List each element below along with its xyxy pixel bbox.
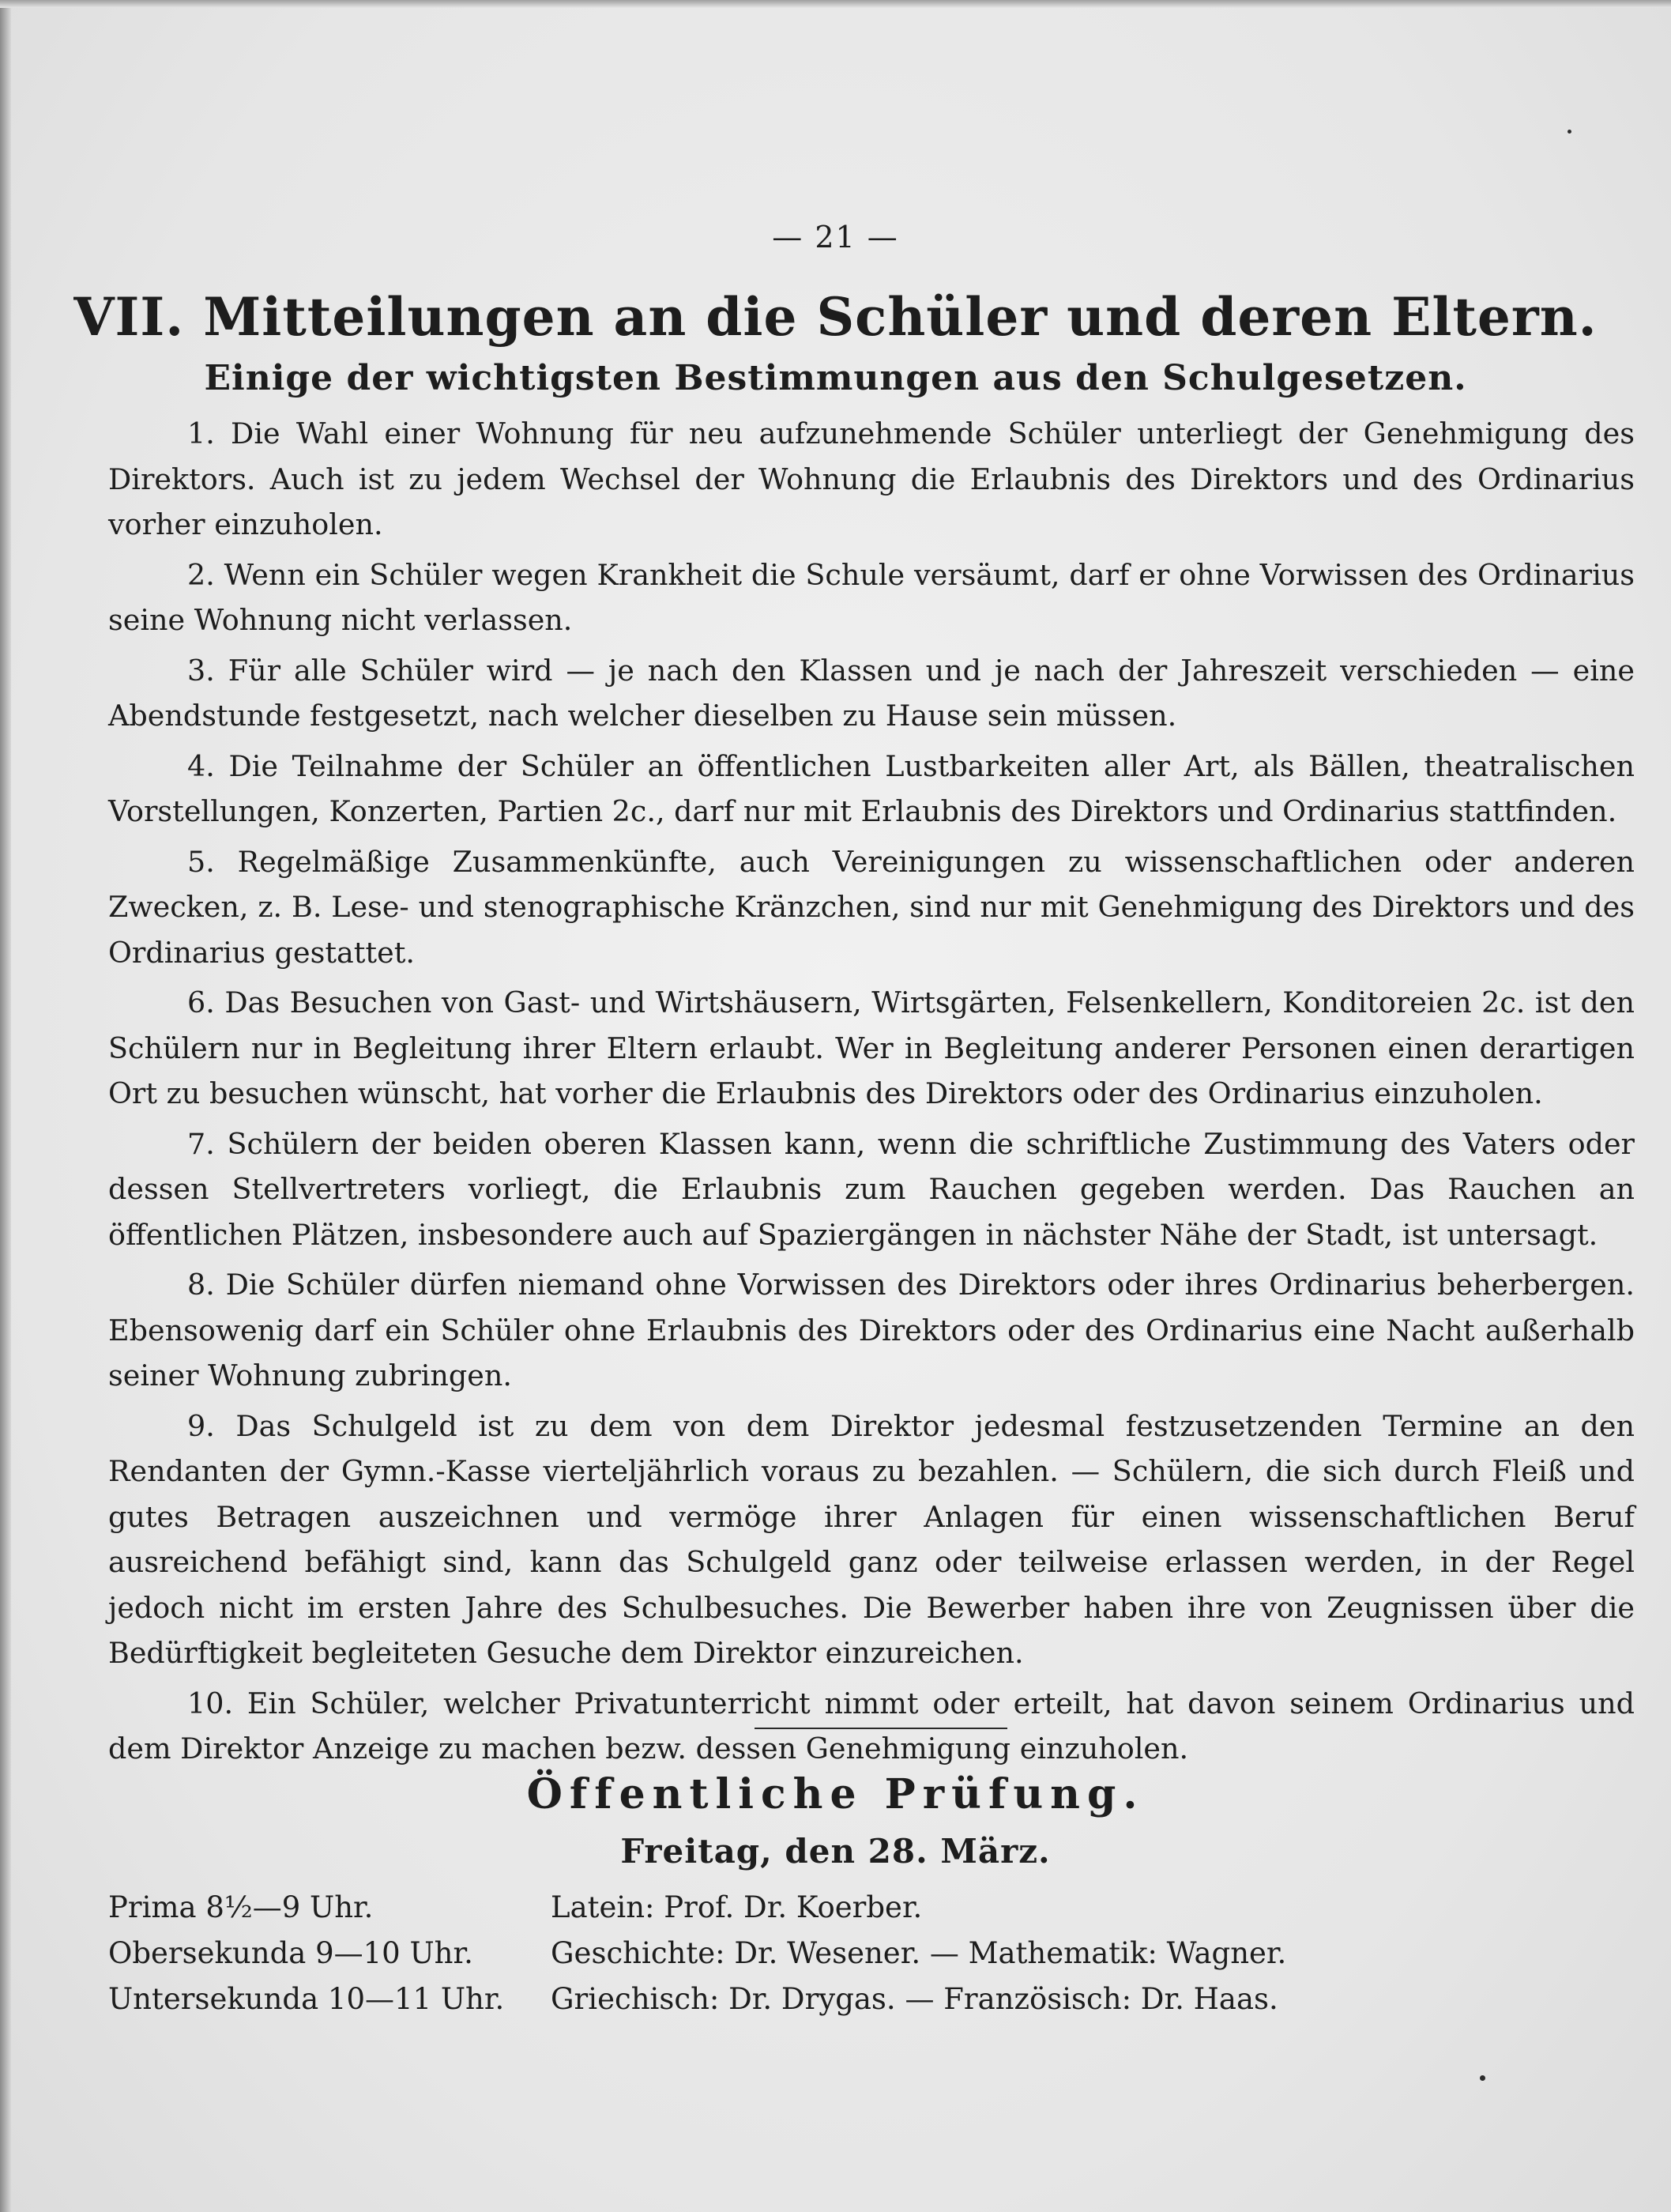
- exam-schedule: [108, 1885, 1635, 2022]
- section-subtitle: Einige der wichtigsten Bestimmungen aus den Schulgesetzen.: [204, 358, 1467, 398]
- regulation-paragraph: 8. Die Schüler dürfen niemand ohne Vorwissen des Direktors oder ihres Ordinarius beherbergen. Ebensowenig darf ein Schüler ohne Erlaubnis des Direktors oder des Ordinarius eine Nacht außerhalb seiner Wohnung zubringen.: [108, 1268, 1635, 1392]
- regulation-paragraph: 10. Ein Schüler, welcher Privatunterricht nimmt oder erteilt, hat davon seinem Ordinarius und dem Direktor Anzeige zu machen bezw. dessen Genehmigung einzuholen.: [108, 1686, 1635, 1765]
- schedule-row: [108, 1931, 1635, 1976]
- schedule-subjects: Geschichte: Dr. Wesener. — Mathematik: Wagner.: [551, 1936, 1287, 1970]
- regulation-paragraph: 4. Die Teilnahme der Schüler an öffentlichen Lustbarkeiten aller Art, als Bällen, theatralischen Vorstellungen, Konzerten, Partien 2c., darf nur mit Erlaubnis des Direktors und Ordinarius stattfinden.: [108, 748, 1635, 828]
- schedule-class-time: Prima 8½—9 Uhr.: [108, 1890, 374, 1924]
- schedule-subjects: Griechisch: Dr. Drygas. — Französisch: Dr. Haas.: [551, 1982, 1278, 2016]
- regulation-paragraph: 1. Die Wahl einer Wohnung für neu aufzunehmende Schüler unterliegt der Genehmigung des Direktors. Auch ist zu jedem Wechsel der Wohnung die Erlaubnis des Direktors und des Ordinarius vorher einzuholen.: [108, 416, 1635, 541]
- schedule-row: [108, 1976, 1635, 2022]
- regulations-list: [108, 411, 1635, 1772]
- schedule-class-time: Obersekunda 9—10 Uhr.: [108, 1936, 473, 1970]
- regulation-paragraph: 7. Schülern der beiden oberen Klassen kann, wenn die schriftliche Zustimmung des Vaters oder dessen Stellvertreters vorliegt, die Erlaubnis zum Rauchen gegeben werden. Das Rauchen an öffentlichen Plätzen, insbesondere auch auf Spaziergängen in nächster Nähe der Stadt, ist untersagt.: [108, 1126, 1635, 1252]
- regulation-paragraph: 9. Das Schulgeld ist zu dem von dem Direktor jedesmal festzusetzenden Termine an den Rendanten der Gymn.-Kasse vierteljährlich voraus zu bezahlen. — Schülern, die sich durch Fleiß und gutes Betragen auszeichnen und vermöge ihrer Anlagen für einen wissenschaftlichen Beruf ausreichend befähigt sind, kann das Schulgeld ganz oder teilweise erlassen werden, in der Regel jedoch nicht im ersten Jahre des Schulbesuches. Die Bewerber haben ihre von Zeugnissen über die Bedürftigkeit begleiteten Gesuche dem Direktor einzureichen.: [108, 1408, 1635, 1670]
- regulation-paragraph: 2. Wenn ein Schüler wegen Krankheit die Schule versäumt, darf er ohne Vorwissen des Ordinarius seine Wohnung nicht verlassen.: [108, 557, 1635, 637]
- exam-date: Freitag, den 28. März.: [620, 1832, 1051, 1871]
- page-number: — 21 —: [772, 220, 899, 254]
- chapter-title: VII. Mitteilungen an die Schüler und deren Eltern.: [73, 286, 1598, 348]
- regulation-paragraph: 3. Für alle Schüler wird — je nach den Klassen und je nach der Jahreszeit verschieden — eine Abendstunde festgesetzt, nach welcher dieselben zu Hause sein müssen.: [108, 653, 1635, 733]
- schedule-class-time: Untersekunda 10—11 Uhr.: [108, 1982, 505, 2016]
- regulation-paragraph: 5. Regelmäßige Zusammenkünfte, auch Vereinigungen zu wissenschaftlichen oder anderen Zwecken, z. B. Lese- und stenographische Kränzchen, sind nur mit Genehmigung des Direktors und des Ordinarius gestattet.: [108, 844, 1635, 970]
- schedule-subjects: Latein: Prof. Dr. Koerber.: [551, 1890, 923, 1924]
- paper-speck: [1568, 130, 1571, 134]
- section-divider: [755, 1728, 1007, 1729]
- regulation-paragraph: 6. Das Besuchen von Gast- und Wirtshäusern, Wirtsgärten, Felsenkellern, Konditoreien 2c. ist den Schülern nur in Begleitung ihrer Eltern erlaubt. Wer in Begleitung anderer Personen einen derartigen Ort zu besuchen wünscht, hat vorher die Erlaubnis des Direktors oder des Ordinarius einzuholen.: [108, 985, 1635, 1110]
- schedule-row: [108, 1885, 1635, 1931]
- paper-speck: [1480, 2075, 1485, 2081]
- exam-title: Öffentliche Prüfung.: [526, 1770, 1145, 1818]
- page-top-shadow: [0, 0, 1671, 8]
